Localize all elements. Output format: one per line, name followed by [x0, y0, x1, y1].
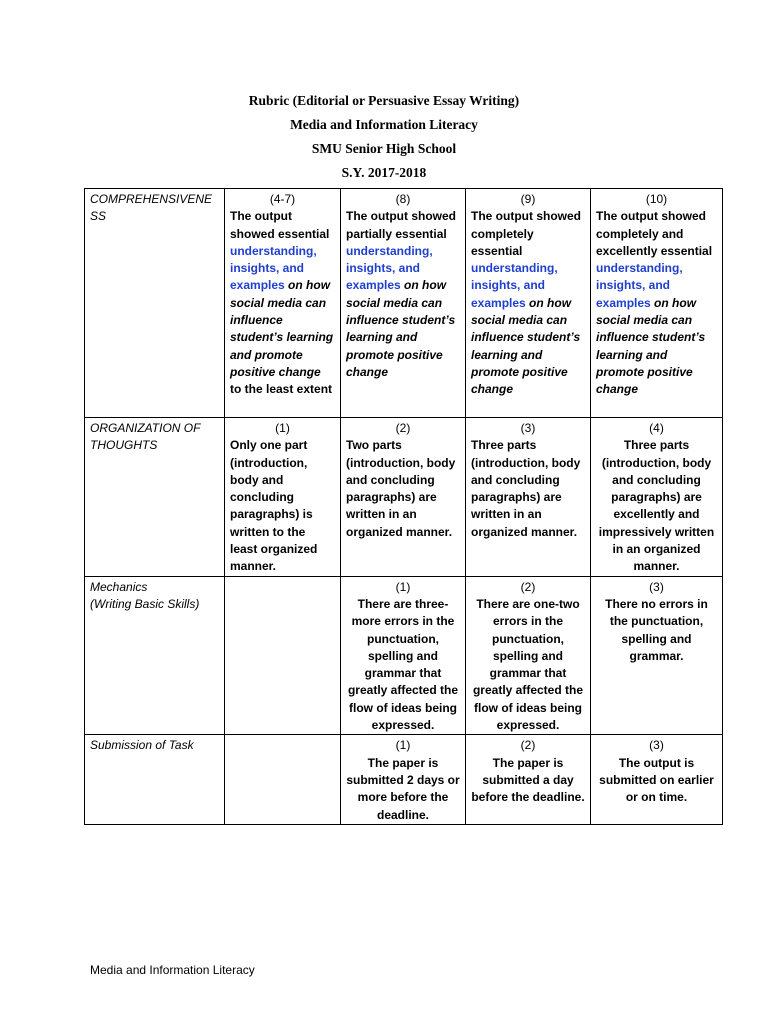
- cell-submission-level1-empty: [225, 735, 341, 824]
- school-year: S.Y. 2017-2018: [341, 165, 427, 180]
- descriptor-text: There are one-two errors in the punctuation, spelling and grammar that greatly affected the flow of ideas being expressed.: [472, 596, 584, 733]
- score-label: (2): [520, 738, 536, 753]
- score-label: (4-7): [269, 192, 296, 206]
- descriptor-text: The output is submitted on earlier or on time.: [599, 755, 714, 805]
- descriptor-highlight: understanding, insights, and examples: [471, 261, 558, 310]
- descriptor-highlight: understanding, insights, and examples: [346, 243, 433, 293]
- cell-comprehensiveness-level2: [341, 189, 466, 418]
- school-name: SMU Senior High School: [311, 141, 457, 156]
- score-label: (2): [395, 421, 411, 435]
- cell-comprehensiveness-level3: [466, 189, 591, 418]
- cell-mechanics-level2: [341, 576, 466, 735]
- table-row-organization: [85, 418, 723, 577]
- criterion-organization: [85, 418, 225, 577]
- descriptor-text: Two parts (introduction, body and concluding paragraphs) are written in an organized manner.: [346, 438, 456, 539]
- rubric-table: [84, 188, 723, 825]
- descriptor-text: There are three-more errors in the punctuation, spelling and grammar that greatly affected the flow of ideas being expressed.: [347, 596, 459, 733]
- cell-organization-level4: [591, 418, 723, 577]
- table-row-submission: [85, 735, 723, 824]
- descriptor-rest: on how social media can influence student’s learning and promote positive change: [230, 278, 334, 379]
- score-label: (4): [649, 421, 664, 435]
- score-label: (1): [395, 579, 411, 594]
- score-label: (1): [275, 421, 290, 435]
- criterion-submission: [85, 735, 225, 824]
- score-label: (10): [645, 192, 668, 206]
- criterion-label: Mechanics: [90, 579, 148, 594]
- score-label: (3): [649, 738, 664, 753]
- cell-submission-level2: [341, 735, 466, 824]
- table-row-comprehensiveness: [85, 189, 723, 418]
- descriptor-intro: The output showed essential: [230, 209, 330, 241]
- cell-comprehensiveness-level1: [225, 189, 341, 418]
- subject-title: Media and Information Literacy: [290, 117, 478, 132]
- descriptor-text: Three parts (introduction, body and concluding paragraphs) are excellently and impressively written in an organized manner.: [598, 438, 715, 574]
- criterion-comprehensiveness: [85, 189, 225, 418]
- descriptor-text: Three parts (introduction, body and concluding paragraphs) are written in an organized manner.: [471, 438, 581, 539]
- cell-mechanics-level1-empty: [225, 576, 341, 735]
- descriptor-intro: The output showed completely and excellently essential: [596, 209, 713, 258]
- criterion-mechanics: [85, 576, 225, 735]
- page-footer: Media and Information Literacy: [90, 963, 255, 977]
- cell-organization-level1: [225, 418, 341, 577]
- cell-mechanics-level4: [591, 576, 723, 735]
- criterion-sublabel: (Writing Basic Skills): [90, 596, 200, 611]
- descriptor-highlight: understanding, insights, and examples: [230, 243, 317, 293]
- descriptor-text: The paper is submitted 2 days or more before the deadline.: [346, 755, 460, 822]
- rubric-title: Rubric (Editorial or Persuasive Essay Writing): [248, 93, 520, 108]
- score-label: (3): [520, 421, 536, 435]
- descriptor-rest: on how social media can influence student’s learning and promote positive change: [596, 295, 706, 397]
- cell-organization-level3: [466, 418, 591, 577]
- descriptor-tail: to the least extent: [230, 382, 333, 397]
- descriptor-intro: The output showed completely essential: [471, 209, 581, 258]
- score-label: (8): [395, 192, 411, 206]
- score-label: (9): [520, 192, 536, 206]
- score-label: (1): [395, 738, 411, 753]
- score-label: (3): [649, 579, 664, 594]
- score-label: (2): [520, 579, 536, 594]
- cell-submission-level4: [591, 735, 723, 824]
- cell-comprehensiveness-level4: [591, 189, 723, 418]
- descriptor-rest: on how social media can influence student’s learning and promote positive change: [471, 295, 581, 397]
- descriptor-highlight: understanding, insights, and examples: [596, 261, 683, 310]
- descriptor-text: Only one part (introduction, body and concluding paragraphs) is written to the least organized manner.: [230, 438, 318, 574]
- criterion-label: ORGANIZATION OF THOUGHTS: [90, 421, 201, 453]
- criterion-label: Submission of Task: [90, 738, 194, 753]
- descriptor-rest: on how social media can influence student’s learning and promote positive change: [346, 278, 456, 379]
- descriptor-intro: The output showed partially essential: [346, 209, 456, 241]
- descriptor-text: The paper is submitted a day before the deadline.: [471, 755, 585, 805]
- cell-submission-level3: [466, 735, 591, 824]
- cell-mechanics-level3: [466, 576, 591, 735]
- criterion-label: COMPREHENSIVENESS: [90, 192, 213, 224]
- table-row-mechanics: [85, 576, 723, 735]
- descriptor-text: There no errors in the punctuation, spelling and grammar.: [605, 596, 708, 663]
- cell-organization-level2: [341, 418, 466, 577]
